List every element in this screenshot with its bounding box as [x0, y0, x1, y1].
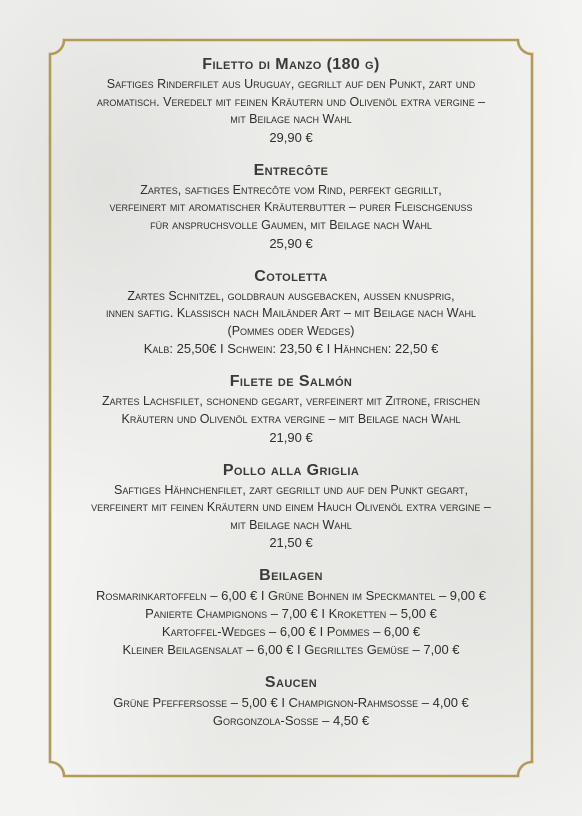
- side-dish-line: Rosmarinkartoffeln – 6,00 € I Grüne Bohnen im Speckmantel – 9,00 €: [96, 588, 486, 604]
- section-title: Cotoletta: [254, 267, 328, 285]
- side-dish-line: Kartoffel-Wedges – 6,00 € I Pommes – 6,00 €: [161, 624, 421, 640]
- section-title: Filete de Salmón: [229, 373, 353, 391]
- menu-section-beilagen: [52, 566, 530, 659]
- section-description-line: verfeinert mit aromatischer Kräuterbutter – purer Fleischgenuss: [109, 200, 473, 215]
- sauce-line: Gorgonzola-Sosse – 4,50 €: [212, 713, 370, 729]
- section-description-line: mit Beilage nach Wahl: [230, 517, 352, 532]
- menu-section-saucen: [52, 673, 530, 730]
- section-description-line: innen saftig. Klassisch nach Mailänder Art – mit Beilage nach Wahl: [105, 306, 477, 321]
- section-description-line: mit Beilage nach Wahl: [230, 112, 352, 127]
- section-price: 25,90 €: [269, 235, 313, 251]
- menu-section-cotoletta: [52, 267, 530, 359]
- menu-section-salmon: [52, 372, 530, 446]
- section-description-line: verfeinert mit feinen Kräutern und einem Hauch Olivenöl extra vergine –: [91, 500, 491, 515]
- section-title: Entrecôte: [253, 161, 329, 179]
- side-dish-line: Panierte Champignons – 7,00 € I Kroketten – 5,00 €: [145, 606, 437, 622]
- menu-section-pollo: [52, 461, 530, 553]
- section-description-line: für anspruchsvolle Gaumen, mit Beilage nach Wahl: [150, 217, 432, 232]
- section-description-line: Saftiges Hähnchenfilet, zart gegrillt und auf den Punkt gegart,: [114, 482, 468, 497]
- menu-section-entrecote: [52, 161, 530, 253]
- section-description-line: Zartes, saftiges Entrecôte vom Rind, perfekt gegrillt,: [140, 182, 442, 197]
- section-title: Beilagen: [259, 567, 323, 585]
- menu-section-filetto: [52, 55, 530, 147]
- menu-content: [52, 55, 530, 744]
- section-price: Kalb: 25,50€ I Schwein: 23,50 € I Hähnchen: 22,50 €: [143, 341, 439, 357]
- section-description-line: Zartes Lachsfilet, schonend gegart, verfeinert mit Zitrone, frischen: [102, 394, 480, 409]
- section-title: Saucen: [264, 674, 318, 692]
- section-title: Filetto di Manzo (180 g): [202, 56, 380, 73]
- section-price: 29,90 €: [269, 129, 313, 145]
- section-description-line: Zartes Schnitzel, goldbraun ausgebacken, aussen knusprig,: [127, 288, 455, 303]
- side-dish-line: Kleiner Beilagensalat – 6,00 € I Gegrilltes Gemüse – 7,00 €: [122, 642, 460, 658]
- section-price: 21,50 €: [269, 535, 313, 551]
- sauce-line: Grüne Pfeffersosse – 5,00 € I Champignon-Rahmsosse – 4,00 €: [113, 695, 469, 711]
- section-description-line: (Pommes oder Wedges): [227, 323, 355, 338]
- section-description-line: Kräutern und Olivenöl extra vergine – mit Beilage nach Wahl: [121, 411, 461, 426]
- section-price: 21,90 €: [269, 429, 313, 445]
- section-description-line: Saftiges Rinderfilet aus Uruguay, gegrillt auf den Punkt, zart und: [106, 77, 476, 91]
- section-description-line: aromatisch. Veredelt mit feinen Kräutern und Olivenöl extra vergine –: [96, 94, 486, 109]
- section-title: Pollo alla Griglia: [222, 461, 360, 479]
